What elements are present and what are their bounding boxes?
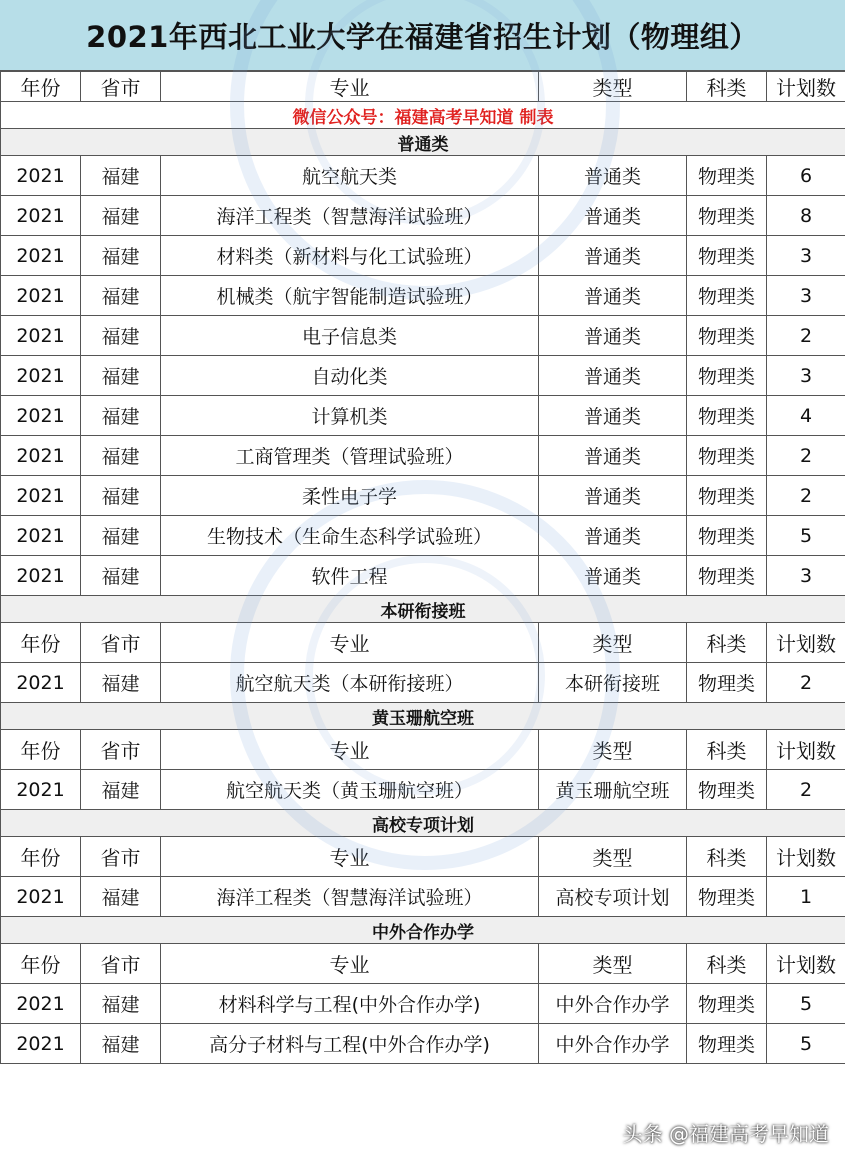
table-cell: 高分子材料与工程(中外合作办学) (161, 1024, 539, 1064)
table-cell: 计算机类 (161, 396, 539, 436)
table-cell: 物理类 (687, 770, 767, 810)
table-row (1, 1024, 845, 1064)
table-cell: 航空航天类（本研衔接班） (161, 663, 539, 703)
table-cell: 福建 (81, 1024, 161, 1064)
table-cell: 6 (767, 156, 845, 196)
table-cell: 2021 (1, 316, 81, 356)
table-cell: 8 (767, 196, 845, 236)
table-cell: 航空航天类（黄玉珊航空班） (161, 770, 539, 810)
table-cell: 普通类 (539, 196, 687, 236)
table-cell: 福建 (81, 877, 161, 917)
table-cell: 2021 (1, 770, 81, 810)
table-cell: 2021 (1, 984, 81, 1024)
table-row (1, 236, 845, 276)
table-cell: 中外合作办学 (539, 1024, 687, 1064)
column-header: 专业 (161, 623, 539, 663)
table-cell: 物理类 (687, 476, 767, 516)
table-cell: 福建 (81, 156, 161, 196)
column-header: 科类 (687, 72, 767, 102)
table-cell: 机械类（航宇智能制造试验班） (161, 276, 539, 316)
table-cell: 物理类 (687, 196, 767, 236)
table-row (1, 276, 845, 316)
section-row (1, 596, 845, 623)
table-cell: 物理类 (687, 276, 767, 316)
table-cell: 福建 (81, 556, 161, 596)
table-cell: 5 (767, 516, 845, 556)
enrollment-plan-table (0, 71, 845, 1064)
table-cell: 软件工程 (161, 556, 539, 596)
table-cell: 福建 (81, 436, 161, 476)
section-row (1, 810, 845, 837)
table-cell: 物理类 (687, 516, 767, 556)
table-cell: 普通类 (539, 516, 687, 556)
table-cell: 福建 (81, 316, 161, 356)
table-cell: 5 (767, 1024, 845, 1064)
table-cell: 1 (767, 877, 845, 917)
table-cell: 物理类 (687, 236, 767, 276)
source-note: 微信公众号：福建高考早知道 制表 (1, 102, 845, 129)
table-cell: 物理类 (687, 984, 767, 1024)
table-row (1, 984, 845, 1024)
column-header: 专业 (161, 837, 539, 877)
column-header: 省市 (81, 623, 161, 663)
table-cell: 电子信息类 (161, 316, 539, 356)
table-cell: 3 (767, 556, 845, 596)
table-cell: 2021 (1, 877, 81, 917)
table-cell: 物理类 (687, 1024, 767, 1064)
table-cell: 物理类 (687, 156, 767, 196)
table-row (1, 436, 845, 476)
table-row (1, 316, 845, 356)
table-cell: 福建 (81, 196, 161, 236)
table-cell: 普通类 (539, 316, 687, 356)
table-cell: 2021 (1, 516, 81, 556)
table-cell: 普通类 (539, 356, 687, 396)
table-row (1, 476, 845, 516)
table-cell: 普通类 (539, 476, 687, 516)
table-cell: 2021 (1, 276, 81, 316)
section-row (1, 129, 845, 156)
table-cell: 福建 (81, 984, 161, 1024)
table-cell: 福建 (81, 236, 161, 276)
table-cell: 2021 (1, 436, 81, 476)
column-header: 计划数 (767, 944, 845, 984)
section-title: 本研衔接班 (1, 596, 845, 623)
table-cell: 物理类 (687, 436, 767, 476)
table-row (1, 770, 845, 810)
section-title: 普通类 (1, 129, 845, 156)
section-header-row (1, 623, 845, 663)
table-cell: 2 (767, 436, 845, 476)
table-cell: 福建 (81, 663, 161, 703)
column-header: 科类 (687, 730, 767, 770)
table-cell: 2 (767, 476, 845, 516)
table-cell: 普通类 (539, 156, 687, 196)
table-cell: 5 (767, 984, 845, 1024)
table-cell: 普通类 (539, 236, 687, 276)
table-cell: 2021 (1, 476, 81, 516)
table-cell: 福建 (81, 516, 161, 556)
table-cell: 2021 (1, 356, 81, 396)
table-cell: 工商管理类（管理试验班） (161, 436, 539, 476)
column-header: 专业 (161, 72, 539, 102)
table-cell: 本研衔接班 (539, 663, 687, 703)
column-header: 科类 (687, 944, 767, 984)
table-row (1, 556, 845, 596)
table-cell: 普通类 (539, 396, 687, 436)
column-header: 科类 (687, 623, 767, 663)
section-title: 高校专项计划 (1, 810, 845, 837)
table-row (1, 396, 845, 436)
table-cell: 福建 (81, 396, 161, 436)
table-cell: 2 (767, 770, 845, 810)
section-title: 黄玉珊航空班 (1, 703, 845, 730)
table-cell: 福建 (81, 276, 161, 316)
section-header-row (1, 837, 845, 877)
table-row (1, 156, 845, 196)
section-header-row (1, 730, 845, 770)
note-row (1, 102, 845, 129)
table-cell: 2021 (1, 236, 81, 276)
table-cell: 2021 (1, 1024, 81, 1064)
table-cell: 自动化类 (161, 356, 539, 396)
column-header: 省市 (81, 72, 161, 102)
column-header: 计划数 (767, 730, 845, 770)
column-header: 专业 (161, 730, 539, 770)
column-header: 类型 (539, 944, 687, 984)
section-row (1, 917, 845, 944)
column-header: 类型 (539, 837, 687, 877)
column-header: 年份 (1, 623, 81, 663)
column-header: 省市 (81, 944, 161, 984)
column-header: 年份 (1, 72, 81, 102)
table-cell: 物理类 (687, 396, 767, 436)
table-cell: 物理类 (687, 877, 767, 917)
table-cell: 中外合作办学 (539, 984, 687, 1024)
column-header: 计划数 (767, 837, 845, 877)
table-row (1, 516, 845, 556)
table-cell: 3 (767, 236, 845, 276)
column-header: 年份 (1, 944, 81, 984)
credit-watermark: 头条 @福建高考早知道 (622, 1122, 829, 1146)
column-header: 省市 (81, 837, 161, 877)
table-cell: 4 (767, 396, 845, 436)
table-cell: 物理类 (687, 663, 767, 703)
table-cell: 生物技术（生命生态科学试验班） (161, 516, 539, 556)
table-cell: 2021 (1, 196, 81, 236)
table-cell: 3 (767, 356, 845, 396)
table-cell: 物理类 (687, 556, 767, 596)
table-cell: 2021 (1, 396, 81, 436)
column-header: 类型 (539, 623, 687, 663)
column-header: 年份 (1, 730, 81, 770)
table-cell: 高校专项计划 (539, 877, 687, 917)
table-cell: 福建 (81, 356, 161, 396)
table-cell: 普通类 (539, 556, 687, 596)
table-cell: 海洋工程类（智慧海洋试验班） (161, 877, 539, 917)
table-cell: 福建 (81, 476, 161, 516)
column-header: 类型 (539, 72, 687, 102)
table-body (1, 72, 845, 1064)
column-header: 类型 (539, 730, 687, 770)
table-cell: 2021 (1, 663, 81, 703)
table-cell: 材料科学与工程(中外合作办学) (161, 984, 539, 1024)
header-row (1, 72, 845, 102)
table-cell: 普通类 (539, 276, 687, 316)
table-row (1, 196, 845, 236)
table-row (1, 663, 845, 703)
section-title: 中外合作办学 (1, 917, 845, 944)
table-cell: 2021 (1, 556, 81, 596)
table-row (1, 356, 845, 396)
table-cell: 3 (767, 276, 845, 316)
column-header: 计划数 (767, 72, 845, 102)
table-cell: 2 (767, 316, 845, 356)
table-cell: 2021 (1, 156, 81, 196)
column-header: 省市 (81, 730, 161, 770)
table-cell: 普通类 (539, 436, 687, 476)
table-row (1, 877, 845, 917)
column-header: 年份 (1, 837, 81, 877)
table-cell: 黄玉珊航空班 (539, 770, 687, 810)
table-cell: 物理类 (687, 316, 767, 356)
page-title: 2021年西北工业大学在福建省招生计划（物理组） (0, 0, 845, 71)
table-cell: 物理类 (687, 356, 767, 396)
table-cell: 材料类（新材料与化工试验班） (161, 236, 539, 276)
table-cell: 福建 (81, 770, 161, 810)
table-cell: 柔性电子学 (161, 476, 539, 516)
section-header-row (1, 944, 845, 984)
column-header: 专业 (161, 944, 539, 984)
table-cell: 2 (767, 663, 845, 703)
table-cell: 航空航天类 (161, 156, 539, 196)
column-header: 科类 (687, 837, 767, 877)
column-header: 计划数 (767, 623, 845, 663)
table-cell: 海洋工程类（智慧海洋试验班） (161, 196, 539, 236)
section-row (1, 703, 845, 730)
